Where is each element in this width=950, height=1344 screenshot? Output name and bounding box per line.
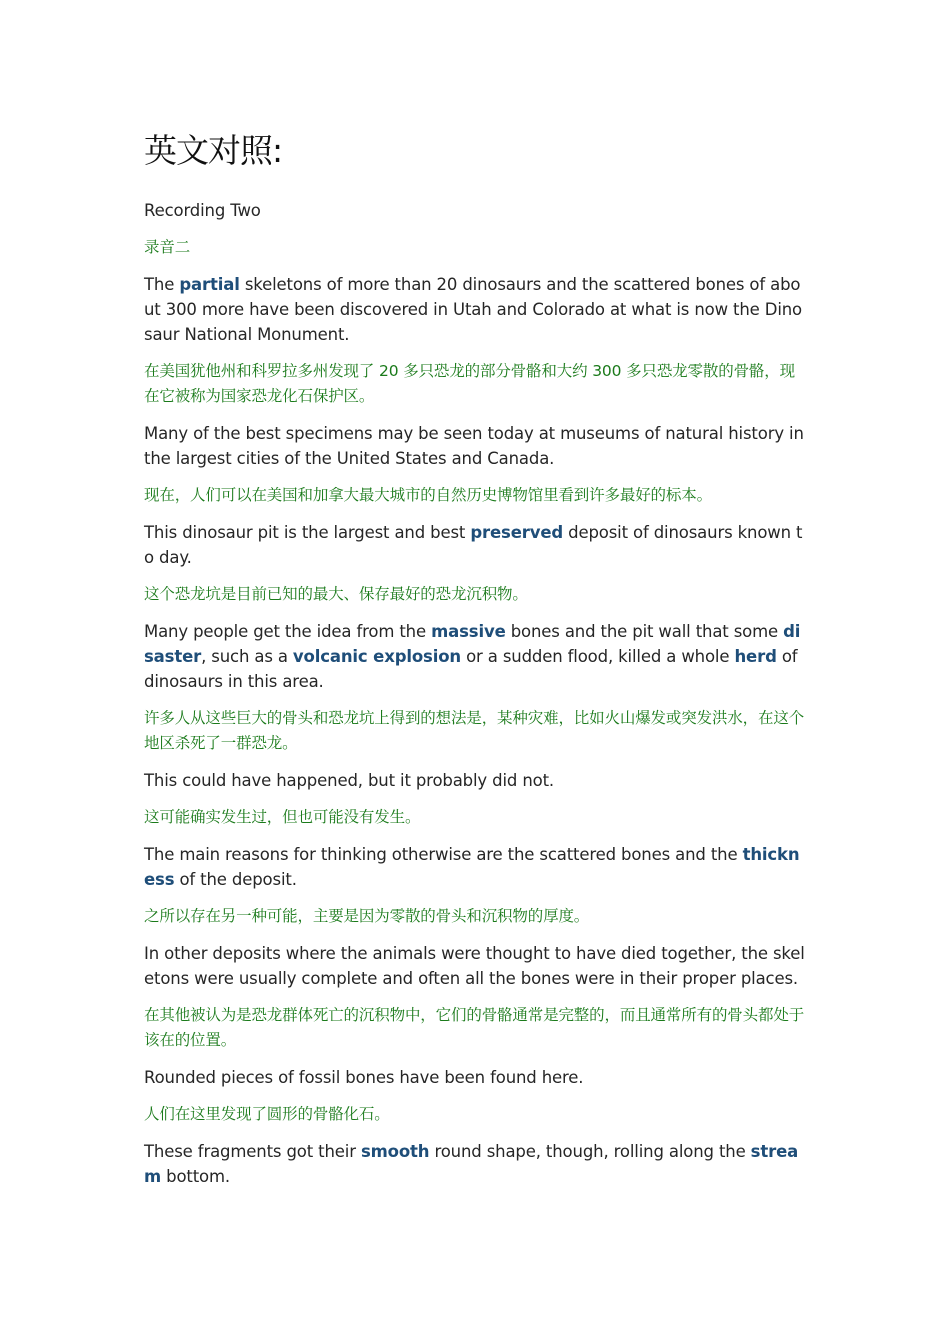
paragraph-text: , such as a: [201, 647, 293, 666]
english-paragraph: [144, 941, 808, 991]
chinese-translation: [144, 805, 808, 830]
document-page: [144, 128, 808, 1201]
chinese-translation: [144, 359, 808, 409]
english-paragraph: [144, 768, 808, 793]
paragraph-text: These fragments got their: [144, 1142, 361, 1161]
paragraph-text: 这个恐龙坑是目前已知的最大、保存最好的恐龙沉积物。: [144, 585, 528, 603]
vocabulary-keyword: stream: [144, 1142, 799, 1186]
chinese-translation: [144, 706, 808, 756]
paragraph-text: bottom.: [161, 1167, 231, 1186]
vocabulary-keyword: disaster: [144, 622, 801, 666]
paragraph-text: 许多人从这些巨大的骨头和恐龙坑上得到的想法是，某种灾难，比如火山爆发或突发洪水，在这个地区杀死了一群恐龙。: [144, 709, 805, 752]
vocabulary-keyword: partial: [179, 275, 240, 294]
vocabulary-keyword: volcanic explosion: [292, 647, 462, 666]
paragraph-text: The main reasons for thinking otherwise are the scattered bones and the: [144, 845, 743, 864]
paragraph-text: Many people get the idea from the: [144, 622, 432, 641]
paragraph-text: or a sudden flood, killed a whole: [461, 647, 735, 666]
paragraph-text: 在美国犹他州和科罗拉多州发现了 20 多只恐龙的部分骨骼和大约 300 多只恐龙零散的骨骼，现在它被称为国家恐龙化石保护区。: [144, 362, 795, 405]
chinese-translation: [144, 904, 808, 929]
page-title: 英文对照:: [144, 131, 283, 170]
paragraph-text: 在其他被认为是恐龙群体死亡的沉积物中，它们的骨骼通常是完整的，而且通常所有的骨头都处于该在的位置。: [144, 1006, 805, 1049]
english-paragraph: [144, 520, 808, 570]
vocabulary-keyword: thickness: [144, 845, 800, 889]
paragraph-text: deposit of dinosaurs known to day.: [144, 523, 803, 567]
chinese-translation: [144, 235, 808, 260]
paragraph-text: bones and the pit wall that some: [505, 622, 784, 641]
paragraph-text: skeletons of more than 20 dinosaurs and the scattered bones of about 300 more have been discovered in Utah and Colorado at what is now the Dinosaur National Monument.: [144, 275, 803, 344]
english-paragraph: [144, 421, 808, 471]
english-paragraph: [144, 272, 808, 347]
paragraph-text: 人们在这里发现了圆形的骨骼化石。: [144, 1105, 390, 1123]
english-paragraph: [144, 842, 808, 892]
paragraph-text: of the deposit.: [174, 870, 297, 889]
vocabulary-keyword: preserved: [470, 523, 564, 542]
paragraph-list: [144, 198, 808, 1189]
chinese-translation: [144, 1003, 808, 1053]
paragraph-text: This dinosaur pit is the largest and best: [144, 523, 471, 542]
paragraph-text: Rounded pieces of fossil bones have been found here.: [144, 1068, 584, 1087]
vocabulary-keyword: massive: [431, 622, 506, 641]
paragraph-text: In other deposits where the animals were thought to have died together, the skeletons were usually complete and often all the bones were in their proper places.: [144, 944, 805, 988]
paragraph-text: of dinosaurs in this area.: [144, 647, 798, 691]
paragraph-text: round shape, though, rolling along the: [429, 1142, 751, 1161]
paragraph-text: This could have happened, but it probably did not.: [144, 771, 554, 790]
english-paragraph: [144, 1139, 808, 1189]
paragraph-text: Recording Two: [144, 201, 261, 220]
vocabulary-keyword: smooth: [360, 1142, 430, 1161]
paragraph-text: Many of the best specimens may be seen today at museums of natural history in the largest cities of the United States and Canada.: [144, 424, 804, 468]
paragraph-text: 录音二: [144, 238, 191, 256]
paragraph-text: The: [144, 275, 180, 294]
chinese-translation: [144, 1102, 808, 1127]
paragraph-text: 之所以存在另一种可能，主要是因为零散的骨头和沉积物的厚度。: [144, 907, 590, 925]
vocabulary-keyword: herd: [734, 647, 777, 666]
chinese-translation: [144, 483, 808, 508]
paragraph-text: 现在，人们可以在美国和加拿大最大城市的自然历史博物馆里看到许多最好的标本。: [144, 486, 712, 504]
chinese-translation: [144, 582, 808, 607]
english-paragraph: [144, 1065, 808, 1090]
paragraph-text: 这可能确实发生过，但也可能没有发生。: [144, 808, 421, 826]
english-paragraph: [144, 198, 808, 223]
english-paragraph: [144, 619, 808, 694]
